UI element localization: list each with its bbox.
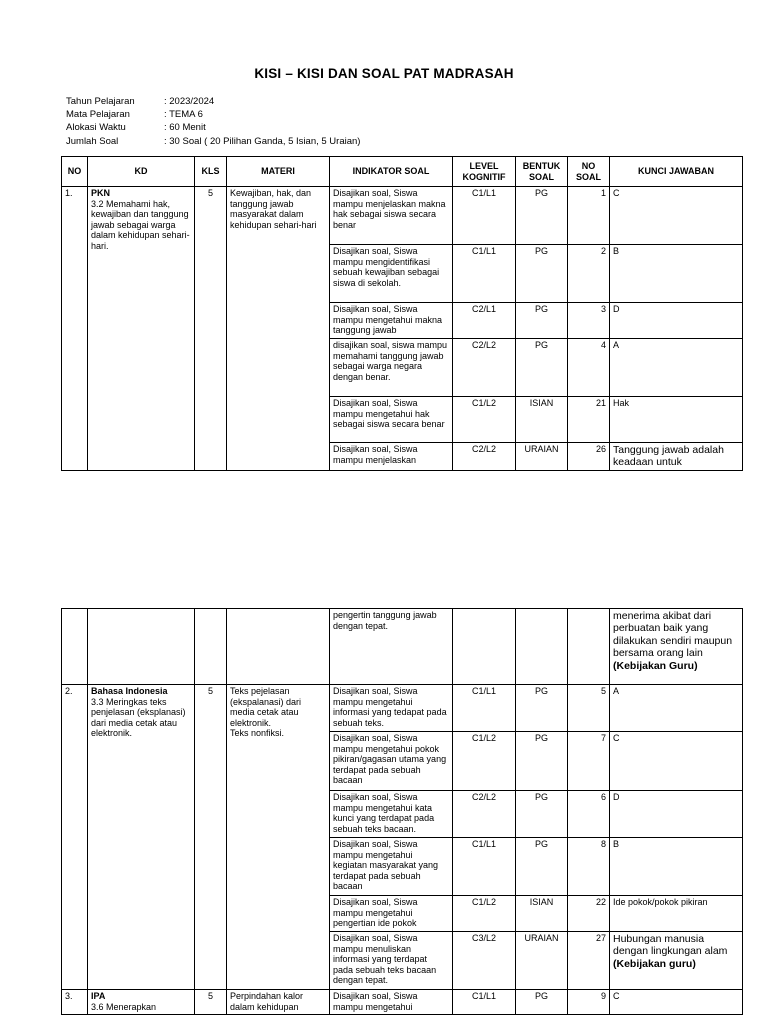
table-header-row — [62, 157, 743, 187]
cell-kunci: A — [610, 685, 743, 732]
header-kls: KLS — [195, 157, 227, 187]
cell-no — [62, 609, 88, 685]
cell-kunci: C — [610, 732, 743, 791]
materi-text: Teks pejelasan (ekspalanasi) dari media cetak atau elektronik. — [230, 686, 302, 728]
kunci-text: Hubungan manusia dengan lingkungan alam — [613, 933, 728, 958]
cell-kd — [88, 609, 195, 685]
meta-label: Tahun Pelajaran — [66, 96, 135, 107]
cell-kunci: C — [610, 187, 743, 245]
cell-nosoal: 1 — [568, 187, 610, 245]
meta-row-tahun — [66, 95, 360, 108]
meta-label: Alokasi Waktu — [66, 122, 126, 134]
cell-bentuk: PG — [516, 187, 568, 245]
cell-level: C1/L1 — [453, 838, 516, 896]
cell-bentuk: ISIAN — [516, 397, 568, 443]
meta-row-alokasi — [66, 121, 360, 134]
kisi-table-part-1 — [61, 156, 743, 471]
cell-nosoal: 21 — [568, 397, 610, 443]
table-row — [62, 187, 743, 245]
header-kd: KD — [88, 157, 195, 187]
cell-level: C1/L1 — [453, 685, 516, 732]
cell-indikator: Disajikan soal, Siswa mampu mengetahui pengertian ide pokok — [330, 896, 453, 932]
cell-nosoal: 6 — [568, 791, 610, 838]
subject-name: PKN — [91, 188, 111, 198]
cell-nosoal: 8 — [568, 838, 610, 896]
cell-kls — [195, 609, 227, 685]
cell-kls: 5 — [195, 187, 227, 471]
header-bentuk — [516, 157, 568, 187]
cell-kunci: Tanggung jawab adalah keadaan untuk — [610, 443, 743, 471]
cell-level: C1/L1 — [453, 245, 516, 303]
cell-nosoal: 5 — [568, 685, 610, 732]
cell-indikator: Disajikan soal, Siswa mampu mengetahui pokok pikiran/gagasan utama yang terdapat pada sebuah bacaan — [330, 732, 453, 791]
cell-nosoal: 22 — [568, 896, 610, 932]
cell-nosoal: 7 — [568, 732, 610, 791]
header-level — [453, 157, 516, 187]
table-row — [62, 685, 743, 732]
kd-text: 3.2 Memahami hak, kewajiban dan tanggung jawab sebagai warga dalam kehidupan sehari-hari. — [91, 198, 190, 251]
cell-bentuk — [516, 609, 568, 685]
header-kunci: KUNCI JAWABAN — [610, 157, 743, 187]
cell-nosoal: 3 — [568, 303, 610, 339]
cell-level — [453, 609, 516, 685]
kunci-note: (Kebijakan guru) — [613, 957, 696, 970]
cell-indikator: Disajikan soal, Siswa mampu menjelaskan — [330, 443, 453, 471]
kd-text: 3.3 Meringkas teks penjelasan (eksplanasi) dari media cetak atau elektronik. — [91, 696, 186, 739]
cell-level: C2/L2 — [453, 339, 516, 397]
cell-indikator: Disajikan soal, Siswa mampu mengetahui informasi yang tedapat pada sebuah teks. — [330, 685, 453, 732]
subject-name: IPA — [91, 991, 106, 1001]
meta-row-jumlah — [66, 135, 360, 148]
cell-indikator: Disajikan soal, Siswa mampu menjelaskan makna hak sebagai siswa secara benar — [330, 187, 453, 245]
meta-value: : TEMA 6 — [164, 109, 203, 121]
cell-kd — [88, 187, 195, 471]
cell-indikator: disajikan soal, siswa mampu memahami tanggung jawab sebagai warga negara dengan benar. — [330, 339, 453, 397]
header-indikator: INDIKATOR SOAL — [330, 157, 453, 187]
cell-nosoal: 4 — [568, 339, 610, 397]
cell-indikator: pengertin tanggung jawab dengan tepat. — [330, 609, 453, 685]
cell-nosoal — [568, 609, 610, 685]
cell-level: C1/L2 — [453, 397, 516, 443]
kunci-text: menerima akibat dari perbuatan baik yang dilakukan sendiri maupun bersama orang lain — [613, 610, 733, 660]
cell-kunci: Ide pokok/pokok pikiran — [610, 896, 743, 932]
cell-bentuk: PG — [516, 838, 568, 896]
cell-bentuk: PG — [516, 245, 568, 303]
header-level-line1: LEVEL — [469, 160, 499, 171]
cell-level: C1/L2 — [453, 732, 516, 791]
table-row — [62, 990, 743, 1015]
cell-bentuk: PG — [516, 791, 568, 838]
cell-no: 2. — [62, 685, 88, 990]
cell-bentuk: URAIAN — [516, 932, 568, 990]
kisi-table-part-2 — [61, 608, 743, 1015]
cell-level: C1/L1 — [453, 187, 516, 245]
cell-kd — [88, 990, 195, 1015]
cell-level: C2/L1 — [453, 303, 516, 339]
header-no: NO — [62, 157, 88, 187]
header-nosoal — [568, 157, 610, 187]
cell-level: C1/L2 — [453, 896, 516, 932]
cell-materi — [227, 685, 330, 990]
cell-kunci: B — [610, 838, 743, 896]
header-bentuk-line2: SOAL — [528, 171, 554, 182]
cell-bentuk: PG — [516, 339, 568, 397]
page-title: KISI – KISI DAN SOAL PAT MADRASAH — [254, 66, 514, 81]
cell-indikator: Disajikan soal, Siswa mampu mengetahui hak sebagai siswa secara benar — [330, 397, 453, 443]
cell-kunci: C — [610, 990, 743, 1015]
header-nosoal-line1: NO — [581, 160, 596, 171]
cell-level: C1/L1 — [453, 990, 516, 1015]
cell-materi: Kewajiban, hak, dan tanggung jawab masyarakat dalam kehidupan sehari-hari — [227, 187, 330, 471]
cell-kunci — [610, 932, 743, 990]
meta-row-mapel — [66, 108, 360, 121]
header-nosoal-line2: SOAL — [575, 171, 601, 182]
header-bentuk-line1: BENTUK — [522, 160, 561, 171]
cell-indikator: Disajikan soal, Siswa mampu mengetahui kata kunci yang terdapat pada sebuah teks bacaan. — [330, 791, 453, 838]
cell-kls: 5 — [195, 990, 227, 1015]
cell-indikator: Disajikan soal, Siswa mampu mengetahui makna tanggung jawab — [330, 303, 453, 339]
cell-nosoal: 2 — [568, 245, 610, 303]
cell-bentuk: URAIAN — [516, 443, 568, 471]
cell-no: 3. — [62, 990, 88, 1015]
cell-kunci: D — [610, 791, 743, 838]
cell-nosoal: 9 — [568, 990, 610, 1015]
cell-materi: Perpindahan kalor dalam kehidupan — [227, 990, 330, 1015]
cell-nosoal: 27 — [568, 932, 610, 990]
cell-kunci: Hak — [610, 397, 743, 443]
cell-nosoal: 26 — [568, 443, 610, 471]
cell-kls: 5 — [195, 685, 227, 990]
cell-bentuk: ISIAN — [516, 896, 568, 932]
kd-text: 3.6 Menerapkan — [91, 1001, 157, 1012]
cell-no: 1. — [62, 187, 88, 471]
cell-indikator: Disajikan soal, Siswa mampu mengetahui — [330, 990, 453, 1015]
cell-bentuk: PG — [516, 303, 568, 339]
kunci-note: (Kebijakan Guru) — [613, 659, 698, 672]
cell-indikator: Disajikan soal, Siswa mampu menuliskan informasi yang terdapat pada sebuah teks bacaan dengan tepat. — [330, 932, 453, 990]
cell-level: C2/L2 — [453, 443, 516, 471]
subject-name: Bahasa Indonesia — [91, 686, 168, 696]
cell-level: C2/L2 — [453, 791, 516, 838]
cell-kunci: B — [610, 245, 743, 303]
meta-value: : 30 Soal ( 20 Pilihan Ganda, 5 Isian, 5 Uraian) — [164, 135, 361, 147]
cell-bentuk: PG — [516, 685, 568, 732]
meta-value: : 60 Menit — [164, 122, 206, 134]
cell-indikator: Disajikan soal, Siswa mampu mengidentifikasi sebuah kewajiban sebagai siswa di sekolah. — [330, 245, 453, 303]
document-meta — [66, 95, 360, 148]
header-level-line2: KOGNITIF — [462, 171, 506, 182]
materi-text-2: Teks nonfiksi. — [230, 728, 285, 739]
meta-label: Jumlah Soal — [66, 135, 119, 147]
cell-indikator: Disajikan soal, Siswa mampu mengetahui kegiatan masyarakat yang terdapat pada sebuah bacaan — [330, 838, 453, 896]
cell-kunci: D — [610, 303, 743, 339]
table-row-continued — [62, 609, 743, 685]
cell-kd — [88, 685, 195, 990]
meta-value: : 2023/2024 — [164, 96, 215, 107]
cell-level: C3/L2 — [453, 932, 516, 990]
cell-kunci — [610, 609, 743, 685]
cell-bentuk: PG — [516, 732, 568, 791]
cell-materi — [227, 609, 330, 685]
cell-bentuk: PG — [516, 990, 568, 1015]
cell-kunci: A — [610, 339, 743, 397]
meta-label: Mata Pelajaran — [66, 109, 130, 121]
header-materi: MATERI — [227, 157, 330, 187]
